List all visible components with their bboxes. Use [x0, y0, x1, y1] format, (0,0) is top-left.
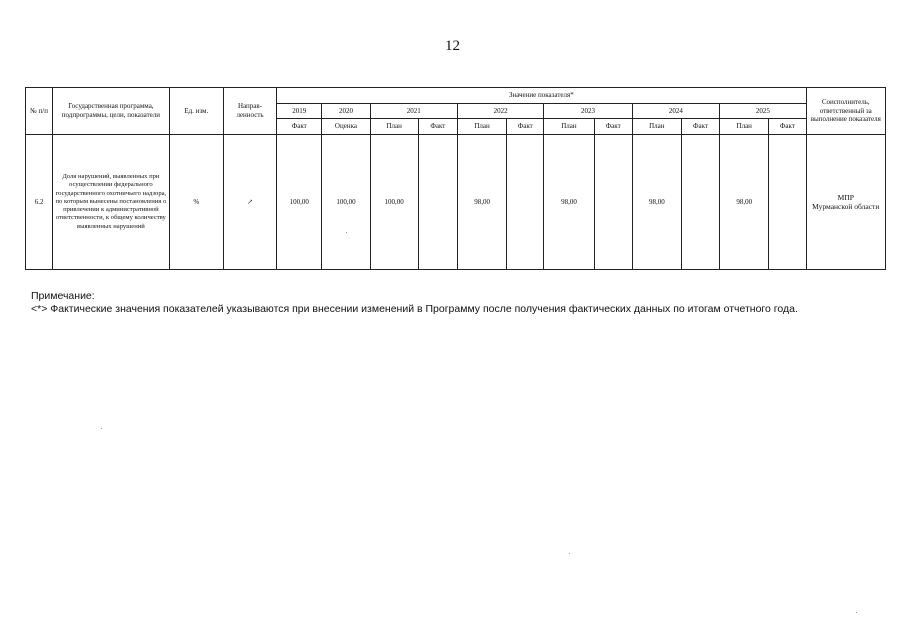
header-sub: Факт — [594, 119, 632, 135]
row-value — [507, 135, 544, 270]
header-year: 2021 — [370, 104, 457, 119]
header-year: 2024 — [632, 104, 719, 119]
header-values-group: Значение показателя* — [277, 88, 806, 104]
header-sub: Факт — [681, 119, 719, 135]
scan-speck — [346, 232, 347, 233]
header-sub: План — [544, 119, 594, 135]
indicators-table — [25, 87, 886, 270]
header-unit: Ед. изм. — [169, 88, 223, 135]
header-responsible: Соисполнитель, ответственный за выполнение показателя — [806, 88, 885, 135]
scan-speck — [101, 428, 102, 429]
header-sub: Факт — [277, 119, 322, 135]
header-year: 2023 — [544, 104, 632, 119]
page-number: 12 — [445, 38, 460, 54]
scan-speck — [856, 612, 857, 613]
row-value: 98,00 — [544, 135, 594, 270]
row-value: 100,00 — [370, 135, 418, 270]
row-responsible-line1: МПР — [837, 192, 854, 202]
note — [31, 290, 798, 316]
table-row — [26, 135, 886, 270]
header-sub: План — [632, 119, 681, 135]
header-name: Государственная программа, подпрограммы, цели, показатели — [53, 88, 170, 135]
row-value: 98,00 — [720, 135, 769, 270]
row-value: 100,00 — [277, 135, 322, 270]
header-year: 2019 — [277, 104, 322, 119]
row-num: 6.2 — [26, 135, 53, 270]
row-value: 98,00 — [632, 135, 681, 270]
header-sub: План — [720, 119, 769, 135]
row-responsible — [806, 135, 885, 270]
row-direction: ↗ — [223, 135, 276, 270]
header-sub: Факт — [507, 119, 544, 135]
header-sub: План — [370, 119, 418, 135]
row-unit: % — [169, 135, 223, 270]
header-year: 2022 — [457, 104, 543, 119]
row-value — [769, 135, 806, 270]
row-value — [681, 135, 719, 270]
header-sub: Оценка — [322, 119, 370, 135]
row-value: 98,00 — [457, 135, 506, 270]
note-title: Примечание: — [31, 290, 95, 302]
header-year: 2020 — [322, 104, 370, 119]
header-sub: Факт — [418, 119, 457, 135]
row-name: Доля нарушений, выявленных при осуществлении федерального государственного охотничьего надзора, по которым вынесены постановления о привлечении к административной ответственности, к общему количеству выявленных нарушений — [53, 135, 170, 270]
note-text: <*> Фактические значения показателей указываются при внесении изменений в Программу после получения фактических данных по итогам отчетного года. — [31, 303, 798, 315]
header-direction: Направ-ленность — [223, 88, 276, 135]
scan-speck — [569, 553, 570, 554]
header-sub: Факт — [769, 119, 806, 135]
header-num: № п/п — [26, 88, 53, 135]
header-year: 2025 — [720, 104, 806, 119]
row-value — [594, 135, 632, 270]
header-sub: План — [457, 119, 506, 135]
row-value — [418, 135, 457, 270]
row-responsible-line2: Мурманской области — [812, 202, 880, 211]
row-value: 100,00 — [322, 135, 370, 270]
